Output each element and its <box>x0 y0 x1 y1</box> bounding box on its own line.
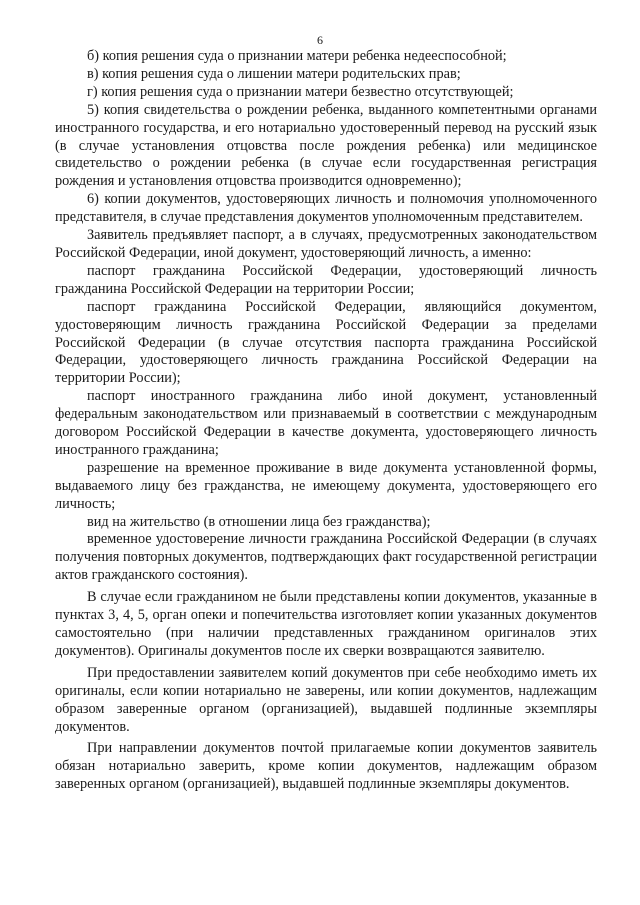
document-body <box>55 48 597 794</box>
paragraph-foreign-citizen-passport: паспорт иностранного гражданина либо иной документ, установленный федеральным законодательством или признаваемый в соответствии с международным договором Российской Федерации в качестве документа, удостоверяющего личность иностранного гражданина; <box>55 388 597 458</box>
paragraph-copies-made-by-authority: В случае если гражданином не были представлены копии документов, указанные в пунктах 3, 4, 5, орган опеки и попечительства изготовляет копии указанных документов самостоятельно (при наличии представленных гражданином оригиналов этих документов). Оригиналы документов после их сверки возвращаются заявителю. <box>55 589 597 659</box>
paragraph-residence-permit: вид на жительство (в отношении лица без гражданства); <box>87 513 431 530</box>
paragraph-postal-submission: При направлении документов почтой прилагаемые копии документов заявитель обязан нотариально заверить, кроме копии документов, надлежащим образом заверенных органом (организацией), выдавшей подлинные экземпляры документов. <box>55 740 597 793</box>
paragraph-domestic-passport: паспорт гражданина Российской Федерации, удостоверяющий личность гражданина Российской Федерации на территории России; <box>55 262 597 297</box>
paragraph-temporary-residence: разрешение на временное проживание в виде документа установленной формы, выдаваемого лицу без гражданства, не имеющему документа, удостоверяющего его личность; <box>55 459 597 512</box>
paragraph-originals-required: При предоставлении заявителем копий документов при себе необходимо иметь их оригиналы, если копии нотариально не заверены, или копии документов, надлежащим образом заверенные органом (организацией), выдавшей подлинные экземпляры документов. <box>55 664 597 735</box>
paragraph-item-g: г) копия решения суда о признании матери безвестно отсутствующей; <box>87 83 514 100</box>
paragraph-item-5: 5) копия свидетельства о рождении ребенка, выданного компетентными органами иностранного государства, и его нотариально удостоверенный перевод на русский язык (в случае установления отцовства после рождения ребенка) или медицинское свидетельство о рождении ребенка (в случае если государственная регистрация рождения и установления отцовства производится одновременно); <box>55 101 597 190</box>
paragraph-item-b: б) копия решения суда о признании матери ребенка недееспособной; <box>87 48 507 64</box>
paragraph-identity-intro: Заявитель предъявляет паспорт, а в случаях, предусмотренных законодательством Российской Федерации, иной документ, удостоверяющий личность, а именно: <box>55 227 597 261</box>
paragraph-item-v: в) копия решения суда о лишении матери родительских прав; <box>87 65 461 82</box>
page-number: 6 <box>317 33 323 47</box>
paragraph-foreign-travel-passport: паспорт гражданина Российской Федерации, являющийся документом, удостоверяющим личность гражданина Российской Федерации за пределами Российской Федерации (в случае отсутствия паспорта гражданина Российской Федерации, удостоверяющего личность гражданина Российской Федерации на территории России); <box>55 298 597 387</box>
paragraph-temporary-id: временное удостоверение личности гражданина Российской Федерации (в случаях получения повторных документов, подтверждающих факт государственной регистрации актов гражданского состояния). <box>55 531 597 584</box>
paragraph-item-6: 6) копии документов, удостоверяющих личность и полномочия уполномоченного представителя, в случае представления документов уполномоченным представителем. <box>55 191 597 226</box>
